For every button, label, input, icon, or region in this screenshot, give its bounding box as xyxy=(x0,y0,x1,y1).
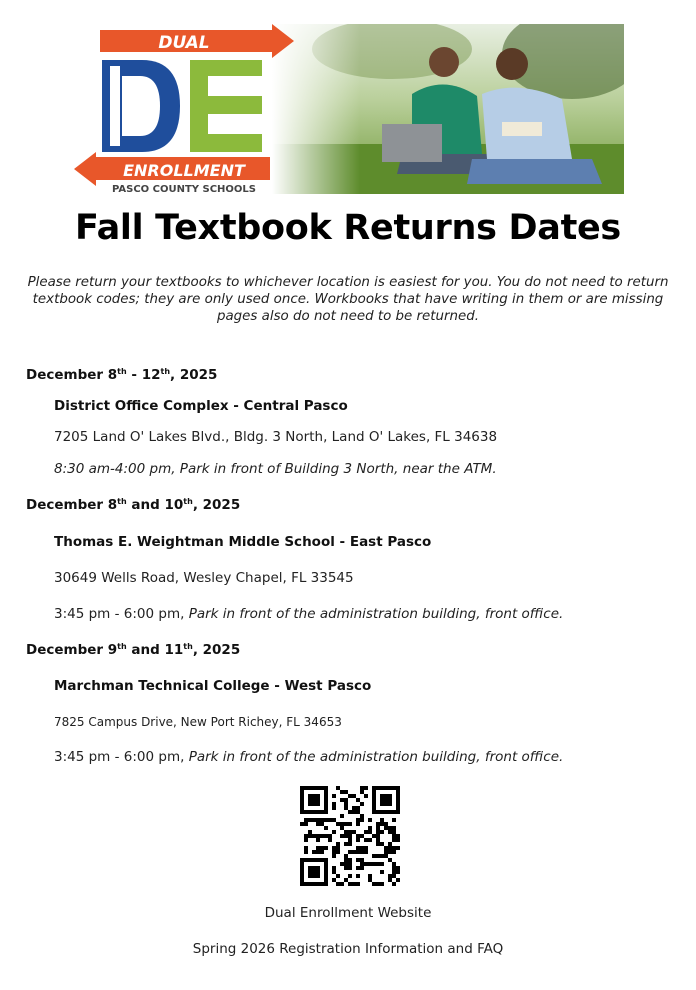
section-date xyxy=(26,367,217,383)
logo-word-enrollment: ENROLLMENT xyxy=(123,161,245,180)
location-hours xyxy=(54,749,563,765)
location-hours xyxy=(54,606,563,622)
dual-enrollment-logo xyxy=(72,24,312,194)
section-date xyxy=(26,642,240,658)
qr-code[interactable] xyxy=(300,786,400,886)
logo-word-dual: DUAL xyxy=(158,33,210,53)
date-text: December 8 xyxy=(26,367,118,383)
date-text: and 10 xyxy=(126,497,184,513)
date-suffix: th xyxy=(117,497,127,506)
date-suffix: th xyxy=(117,642,127,651)
location-name: Marchman Technical College - West Pasco xyxy=(54,678,372,694)
dual-enrollment-website-link[interactable]: Dual Enrollment Website xyxy=(264,905,432,921)
location-name: Thomas E. Weightman Middle School - East Pasco xyxy=(54,534,432,550)
location-hours xyxy=(54,461,497,477)
hours-note: Park in front of the administration building, front office. xyxy=(188,749,564,765)
hours-time: 3:45 pm - 6:00 pm, xyxy=(54,749,189,765)
students-photo xyxy=(272,24,624,194)
date-text: - 12 xyxy=(126,367,161,383)
date-text: and 11 xyxy=(126,642,184,658)
page-title: Fall Textbook Returns Dates xyxy=(75,208,621,248)
hours-note: 8:30 am-4:00 pm, Park in front of Building 3 North, near the ATM. xyxy=(54,461,497,477)
date-suffix: th xyxy=(183,497,193,506)
date-text: December 8 xyxy=(26,497,118,513)
intro-paragraph: Please return your textbooks to whichever location is easiest for you. You do not need to return textbook codes; they are only used once. Workbooks that have writing in them or are missing pages also do not need to be returned. xyxy=(27,275,669,324)
hours-note: Park in front of the administration building, front office. xyxy=(188,606,564,622)
location-address: 30649 Wells Road, Wesley Chapel, FL 33545 xyxy=(54,570,354,586)
location-address: 7205 Land O' Lakes Blvd., Bldg. 3 North, Land O' Lakes, FL 34638 xyxy=(54,429,498,445)
logo-subtitle: PASCO COUNTY SCHOOLS xyxy=(111,184,257,194)
header-banner xyxy=(72,24,624,194)
registration-faq-link[interactable]: Spring 2026 Registration Information and FAQ xyxy=(192,941,504,957)
hours-time: 3:45 pm - 6:00 pm, xyxy=(54,606,189,622)
location-name: District Office Complex - Central Pasco xyxy=(54,398,348,414)
date-suffix: th xyxy=(160,367,171,376)
date-suffix: th xyxy=(117,367,127,376)
location-address: 7825 Campus Drive, New Port Richey, FL 34653 xyxy=(54,715,342,729)
section-date xyxy=(26,497,240,513)
date-year: , 2025 xyxy=(192,497,241,513)
date-suffix: th xyxy=(183,642,193,651)
date-year: , 2025 xyxy=(192,642,241,658)
date-year: , 2025 xyxy=(170,367,218,383)
date-text: December 9 xyxy=(26,642,118,658)
